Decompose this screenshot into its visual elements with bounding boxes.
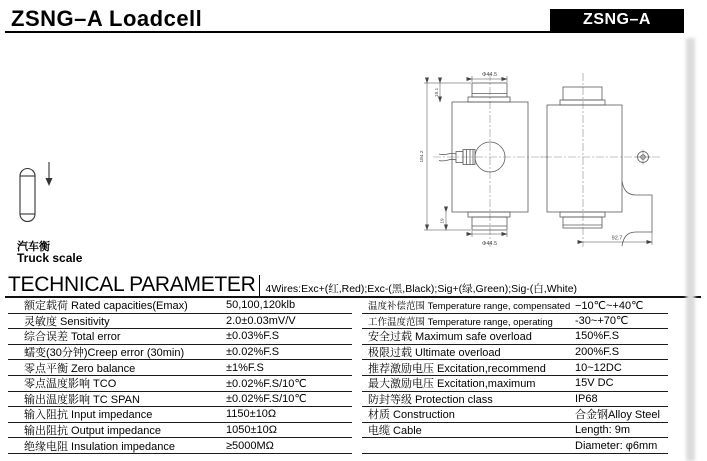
spec-value: 2.0±0.03mV/V: [226, 314, 296, 327]
side-view: [540, 73, 662, 247]
spec-label: 输出阻抗 Output impedance: [24, 425, 161, 438]
dim-side-width: 92.7: [611, 235, 623, 242]
spec-label: 防封等级 Protection class: [368, 393, 493, 406]
dim-cap-height-bottom: 19: [440, 218, 446, 224]
spec-label: 推荐激励电压 Excitation,recommend: [368, 362, 546, 375]
spec-label: 安全过载 Maximum safe overload: [368, 331, 532, 344]
spec-label: 工作温度范围 Temperature range, operating: [368, 316, 553, 328]
table-row: [362, 298, 668, 314]
spec-label: 综合误差 Total error: [24, 331, 121, 344]
table-row: [8, 376, 352, 392]
table-row: [362, 423, 668, 439]
spec-label: 零点温度影响 TCO: [24, 378, 117, 391]
section-title: TECHNICAL PARAMETER: [8, 273, 256, 296]
table-row: [362, 392, 668, 408]
spec-value: ±1%F.S: [226, 361, 264, 374]
table-row: [8, 438, 352, 454]
page-title: ZSNG–A Loadcell: [11, 6, 203, 31]
spec-value: 1050±10Ω: [226, 424, 277, 437]
spec-value: −10℃~+40℃: [575, 299, 644, 312]
header-rule: [5, 31, 684, 33]
table-row: [362, 314, 668, 330]
table-row: [8, 407, 352, 423]
spec-table-left: [8, 298, 352, 454]
spec-label: 绝缘电阻 Insulation impedance: [24, 440, 176, 453]
spec-value: ≥5000MΩ: [226, 439, 274, 452]
spec-label: 最大激励电压 Excitation,maximum: [368, 378, 536, 391]
spec-value: -30~+70℃: [575, 315, 629, 328]
table-row: [362, 438, 668, 454]
section-heading: [8, 271, 577, 297]
dim-top-diameter: Φ44.5: [481, 72, 498, 78]
drawing-svg: [400, 55, 707, 265]
application-label-en: Truck scale: [17, 251, 83, 265]
spec-label: 灵敏度 Sensitivity: [24, 315, 110, 328]
spec-value: IP68: [575, 392, 598, 405]
spec-value: Diameter: φ6mm: [575, 439, 658, 452]
spec-value: ±0.02%F.S/10℃: [226, 377, 307, 390]
table-row: [362, 407, 668, 423]
spec-value: 50,100,120klb: [226, 299, 296, 312]
dim-total-height: 184.2: [420, 150, 425, 163]
table-row: [362, 360, 668, 376]
spec-label: 零点平衡 Zero balance: [24, 362, 136, 375]
dim-cap-height-top: 19.1: [435, 87, 440, 98]
model-badge: ZSNG–A: [550, 9, 684, 31]
spec-table-right: [362, 298, 668, 454]
spec-label: 温度补偿范围 Temperature range, compensated: [368, 301, 571, 313]
spec-value: 150%F.S: [575, 330, 620, 343]
spec-value: ±0.03%F.S: [226, 330, 280, 343]
spec-value: 合金钢Alloy Steel: [575, 409, 660, 422]
spec-label: 输入阻抗 Input impedance: [24, 409, 153, 422]
table-row: [8, 360, 352, 376]
table-row: [362, 376, 668, 392]
table-row: [8, 329, 352, 345]
spec-value: 15V DC: [575, 377, 614, 390]
spec-value: Length: 9m: [575, 424, 631, 437]
spec-label: 输出温度影响 TC SPAN: [24, 393, 140, 406]
spec-label: 额定载荷 Rated capacities(Emax): [24, 300, 188, 313]
table-row: [362, 329, 668, 345]
spec-label: 电缆 Cable: [368, 425, 422, 438]
spec-label: 材质 Construction: [368, 409, 455, 422]
scan-shadow-artifact: [686, 38, 695, 461]
section-divider: [259, 275, 260, 297]
spec-value: 10~12DC: [575, 361, 622, 374]
application-label-cn: 汽车衡: [17, 241, 50, 253]
spec-value: 1150±10Ω: [226, 408, 277, 421]
truck-scale-icon: [12, 158, 82, 241]
table-row: [362, 345, 668, 361]
table-row: [8, 314, 352, 330]
spec-value: 200%F.S: [575, 346, 620, 359]
table-row: [8, 298, 352, 314]
spec-label: 蠕变(30分钟)Creep error (30min): [24, 347, 185, 360]
front-view-dimensions: [424, 76, 507, 237]
wiring-note: 4Wires:Exc+(红,Red);Exc-(黑,Black);Sig+(绿,Green);Sig-(白,White): [265, 283, 578, 295]
loadcell-technical-drawing: [400, 55, 707, 270]
table-row: [8, 423, 352, 439]
table-row: [8, 345, 352, 361]
spec-label: 极限过载 Ultimate overload: [368, 347, 501, 360]
spec-value: ±0.02%F.S: [226, 346, 280, 359]
dim-bottom-diameter: Φ44.5: [481, 241, 498, 247]
table-row: [8, 392, 352, 408]
front-view: [433, 73, 550, 247]
spec-value: ±0.02%F.S/10℃: [226, 393, 307, 406]
